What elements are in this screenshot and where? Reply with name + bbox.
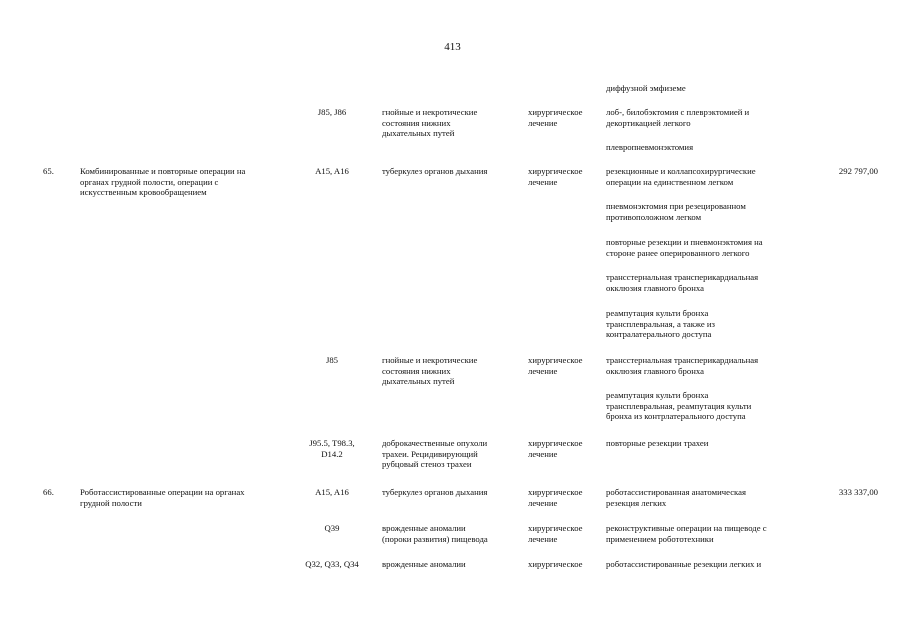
treatment-type-cell: хирургическое лечение bbox=[528, 166, 583, 187]
price-cell: 333 337,00 bbox=[838, 487, 878, 497]
disease-cell: гнойные и некротические состояния нижних дыхательных путей bbox=[382, 107, 478, 139]
treatment-cell: реампутация культи бронха трансплевральная, реампутация культи бронха из контрлатерального доступа bbox=[606, 390, 752, 422]
treatment-cell: пневмонэктомия при резецированном противоположном легком bbox=[606, 201, 746, 222]
treatment-cell: роботассистированные резекции легких и bbox=[606, 559, 762, 569]
treatment-cell: лоб-, билобэктомия с плеврэктомией и декортикацией легкого bbox=[606, 107, 750, 128]
treatment-cell: резекционные и коллапсохирургические операции на единственном легком bbox=[606, 166, 756, 187]
price-cell: 292 797,00 bbox=[838, 166, 878, 176]
icd-codes-cell: J95.5, T98.3, D14.2 bbox=[309, 438, 355, 459]
treatment-cell: трансстернальная трансперикардиальная окклюзия главного бронха bbox=[606, 272, 759, 293]
treatment-cell: трансстернальная трансперикардиальная окклюзия главного бронха bbox=[606, 355, 759, 376]
icd-codes-cell: J85 bbox=[325, 355, 339, 365]
icd-codes-cell: A15, A16 bbox=[315, 487, 349, 497]
treatment-cell: диффузной эмфиземе bbox=[606, 83, 686, 93]
icd-codes-cell: J85, J86 bbox=[317, 107, 347, 117]
treatment-type-cell: хирургическое bbox=[528, 559, 583, 569]
treatment-cell: плевропневмонэктомия bbox=[606, 142, 694, 152]
treatment-type-cell: хирургическое лечение bbox=[528, 523, 583, 544]
disease-cell: туберкулез органов дыхания bbox=[382, 487, 488, 497]
treatment-cell: реконструктивные операции на пищеводе с применением робототехники bbox=[606, 523, 767, 544]
icd-codes-cell: A15, A16 bbox=[315, 166, 349, 176]
row-number: 66. bbox=[43, 487, 54, 497]
disease-cell: доброкачественные опухоли трахеи. Рецидивирующий рубцовый стеноз трахеи bbox=[382, 438, 488, 470]
treatment-type-cell: хирургическое лечение bbox=[528, 355, 583, 376]
treatment-type-cell: хирургическое лечение bbox=[528, 438, 583, 459]
icd-codes-cell: Q39 bbox=[324, 523, 340, 533]
treatment-type-cell: хирургическое лечение bbox=[528, 107, 583, 128]
disease-cell: гнойные и некротические состояния нижних дыхательных путей bbox=[382, 355, 478, 387]
procedure-group-name: Комбинированные и повторные операции на органах грудной полости, операции с искусственным кровообращением bbox=[80, 166, 246, 198]
row-number: 65. bbox=[43, 166, 54, 176]
disease-cell: туберкулез органов дыхания bbox=[382, 166, 488, 176]
disease-cell: врожденные аномалии bbox=[382, 559, 466, 569]
treatment-type-cell: хирургическое лечение bbox=[528, 487, 583, 508]
icd-codes-cell: Q32, Q33, Q34 bbox=[305, 559, 359, 569]
treatment-cell: роботассистированная анатомическая резекция легких bbox=[606, 487, 746, 508]
treatment-cell: реампутация культи бронха трансплевральная, а также из контралатерального доступа bbox=[606, 308, 715, 340]
procedure-group-name: Роботассистированные операции на органах грудной полости bbox=[80, 487, 245, 508]
page-number: 413 bbox=[444, 41, 461, 53]
treatment-cell: повторные резекции трахеи bbox=[606, 438, 709, 448]
treatment-cell: повторные резекции и пневмонэктомия на стороне ранее оперированного легкого bbox=[606, 237, 763, 258]
disease-cell: врожденные аномалии (пороки развития) пищевода bbox=[382, 523, 488, 544]
